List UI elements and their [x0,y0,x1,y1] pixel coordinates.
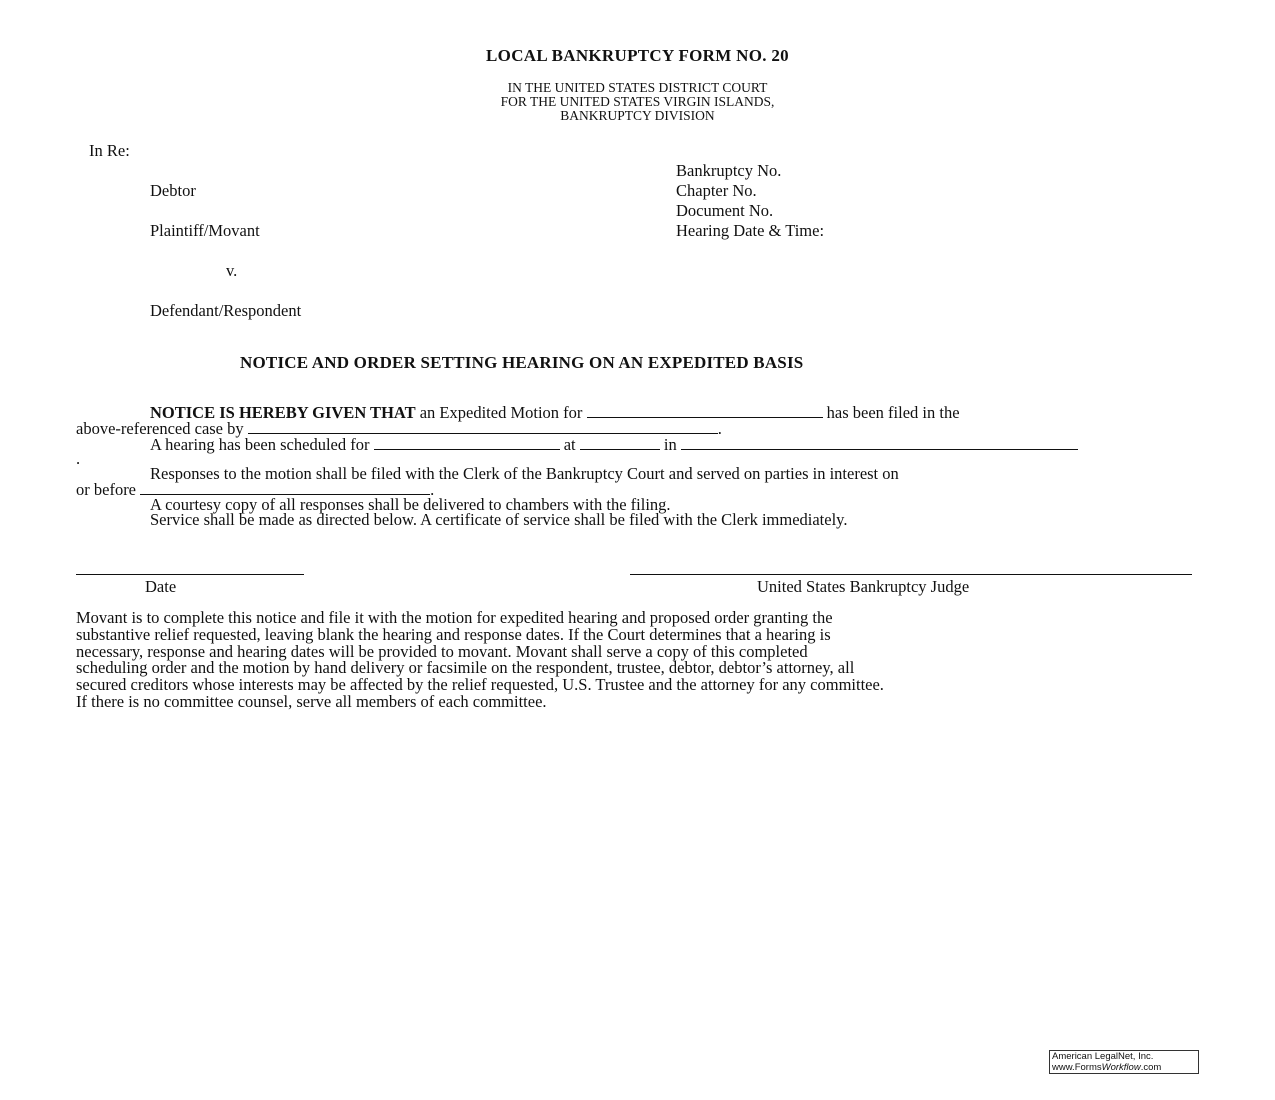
chapter-no-label: Chapter No. [676,181,757,200]
court-name-line2: FOR THE UNITED STATES VIRGIN ISLANDS, [500,94,775,109]
courtesy-copy-text: A courtesy copy of all responses shall be delivered to chambers with the filing. [150,495,671,514]
judge-signature-line[interactable] [630,574,1192,575]
date-signature-line[interactable] [76,574,304,575]
court-name-line1: IN THE UNITED STATES DISTRICT COURT [507,80,768,95]
instruction-line: scheduling order and the motion by hand delivery or facsimile on the respondent, trustee, debtor, debtor’s attorney, all [76,658,855,678]
instruction-line: secured creditors whose interests may be affected by the relief requested, U.S. Trustee and the attorney for any committee. [76,675,884,695]
hearing-time-blank[interactable] [580,436,660,450]
notice-line-1 [150,404,960,421]
date-label: Date [145,577,177,596]
motion-for-blank[interactable] [587,404,823,418]
defendant-label: Defendant/Respondent [150,301,302,320]
movant-instructions [76,610,1206,711]
court-division: BANKRUPTCY DIVISION [560,108,715,123]
footer-url-suffix: .com [1140,1061,1162,1073]
or-before-end: . [430,480,435,499]
footer-url-italic: Workflow [1101,1061,1141,1073]
responses-text: Responses to the motion shall be filed with the Clerk of the Bankruptcy Court and served on parties in interest on [150,464,899,483]
hearing-at-text: at [559,435,580,454]
hearing-end-period: . [76,449,81,468]
hearing-scheduled-text: A hearing has been scheduled for [150,435,374,454]
filed-by-blank[interactable] [248,420,718,434]
document-no-label: Document No. [676,201,774,220]
hearing-line [150,436,1078,453]
hearing-date-blank[interactable] [374,436,560,450]
instruction-line: Movant is to complete this notice and file it with the motion for expedited hearing and proposed order granting the [76,608,833,627]
filed-by-text: above-referenced case by [76,419,248,438]
hearing-in-text: in [659,435,681,454]
response-deadline-blank[interactable] [140,481,430,495]
footer-company: American LegalNet, Inc. [1052,1051,1154,1062]
bankruptcy-no-label: Bankruptcy No. [676,161,782,180]
versus-label: v. [226,261,238,280]
instruction-line: substantive relief requested, leaving blank the hearing and response dates. If the Court determines that a hearing is [76,624,831,644]
form-title: LOCAL BANKRUPTCY FORM NO. 20 [486,46,789,65]
debtor-label: Debtor [150,181,196,200]
plaintiff-label: Plaintiff/Movant [150,221,260,240]
notice-heading: NOTICE AND ORDER SETTING HEARING ON AN EXPEDITED BASIS [240,353,804,372]
notice-lead-bold: NOTICE IS HEREBY GIVEN THAT [150,403,416,422]
notice-lead-tail: has been filed in the [822,403,960,422]
in-re-label: In Re: [89,141,130,160]
service-text: Service shall be made as directed below. A certificate of service shall be filed with the Clerk immediately. [150,510,848,529]
instruction-line: If there is no committee counsel, serve all members of each committee. [76,691,547,711]
instruction-line: necessary, response and hearing dates will be provided to movant. Movant shall serve a copy of this completed [76,641,808,661]
american-legalnet-badge [1049,1050,1199,1074]
judge-label: United States Bankruptcy Judge [757,577,970,596]
filed-by-end: . [717,419,722,438]
notice-lead-text: an Expedited Motion for [415,403,587,422]
footer-url [1052,1063,1196,1074]
or-before-text: or before [76,480,141,499]
footer-url-prefix: www.Forms [1052,1061,1102,1073]
hearing-location-blank[interactable] [681,436,1078,450]
hearing-date-label: Hearing Date & Time: [676,221,825,240]
